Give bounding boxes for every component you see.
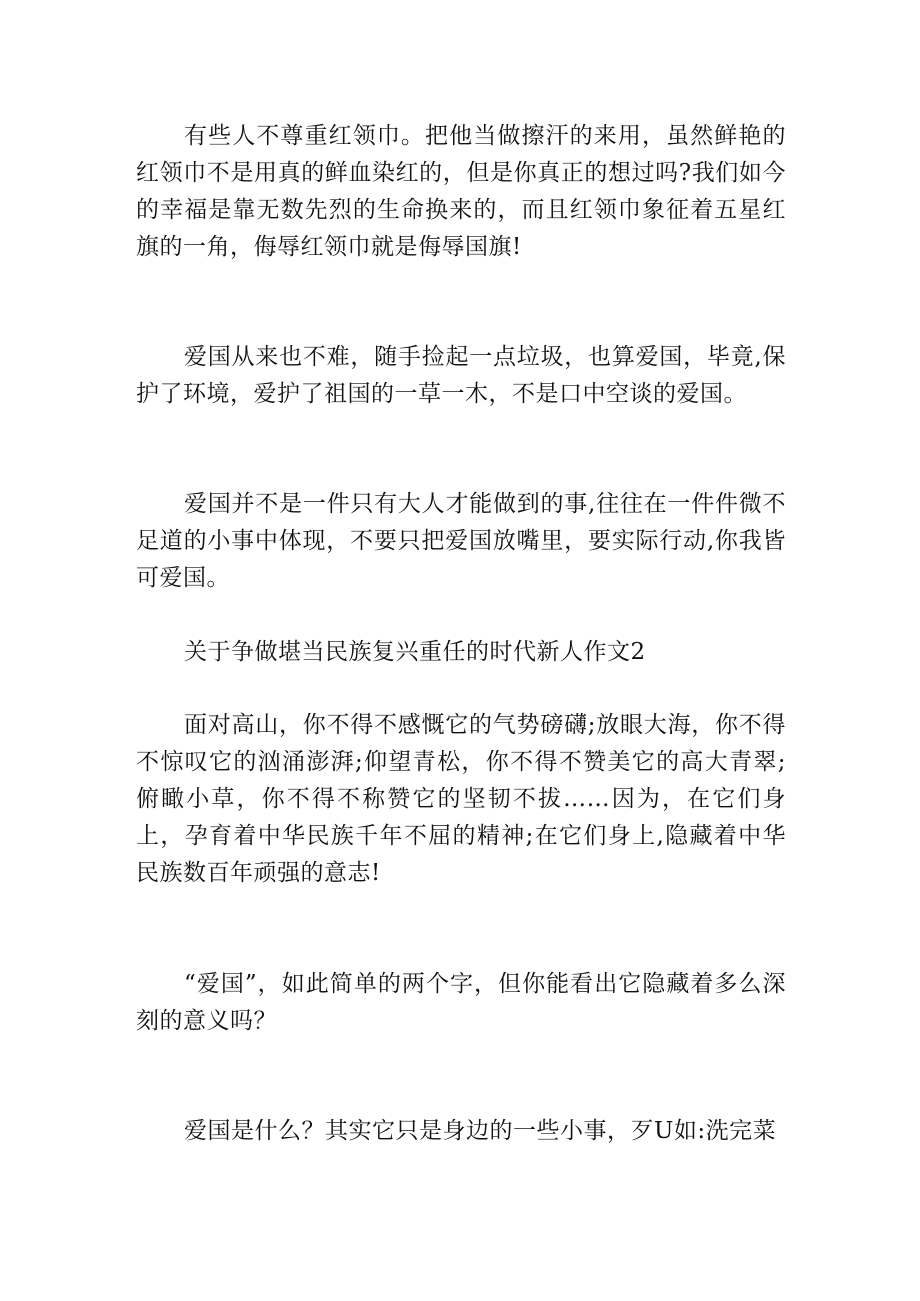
paragraph-patriotism-not-hard: 爱国从来也不难，随手捡起一点垃圾，也算爱国，毕竟,保护了环境，爱护了祖国的一草一木，不是口中空谈的爱国。 <box>136 344 786 407</box>
essay-heading: 关于争做堪当民族复兴重任的时代新人作文2 <box>184 639 646 665</box>
paragraph-meaning-of-patriotism: “爱国”，如此简单的两个字，但你能看出它隐藏着多么深刻的意义吗？ <box>136 971 786 1034</box>
paragraph-what-is-patriotism: 爱国是什么？其实它只是身边的一些小事，歹U如:洗完菜 <box>184 1118 777 1144</box>
paragraph-everyone-can-love-country: 爱国并不是一件只有大人才能做到的事,往往在一件件微不足道的小事中体现，不要只把爱国放嘴里，要实际行动,你我皆可爱国。 <box>136 491 786 591</box>
paragraph-red-scarf: 有些人不尊重红领巾。把他当做擦汗的来用，虽然鲜艳的红领巾不是用真的鲜血染红的，但是你真正的想过吗?我们如今的幸福是靠无数先烈的生命换来的，而且红领巾象征着五星红旗的一角，侮辱红领巾就是侮辱国旗! <box>136 123 786 260</box>
paragraph-mountains-and-seas: 面对高山，你不得不感慨它的气势磅礴;放眼大海，你不得不惊叹它的汹涌澎湃;仰望青松，你不得不赞美它的高大青翠;俯瞰小草，你不得不称赞它的坚韧不拔……因为，在它们身上，孕育着中华民族千年不屈的精神;在它们身上,隐藏着中华民族数百年顽强的意志! <box>136 712 786 886</box>
